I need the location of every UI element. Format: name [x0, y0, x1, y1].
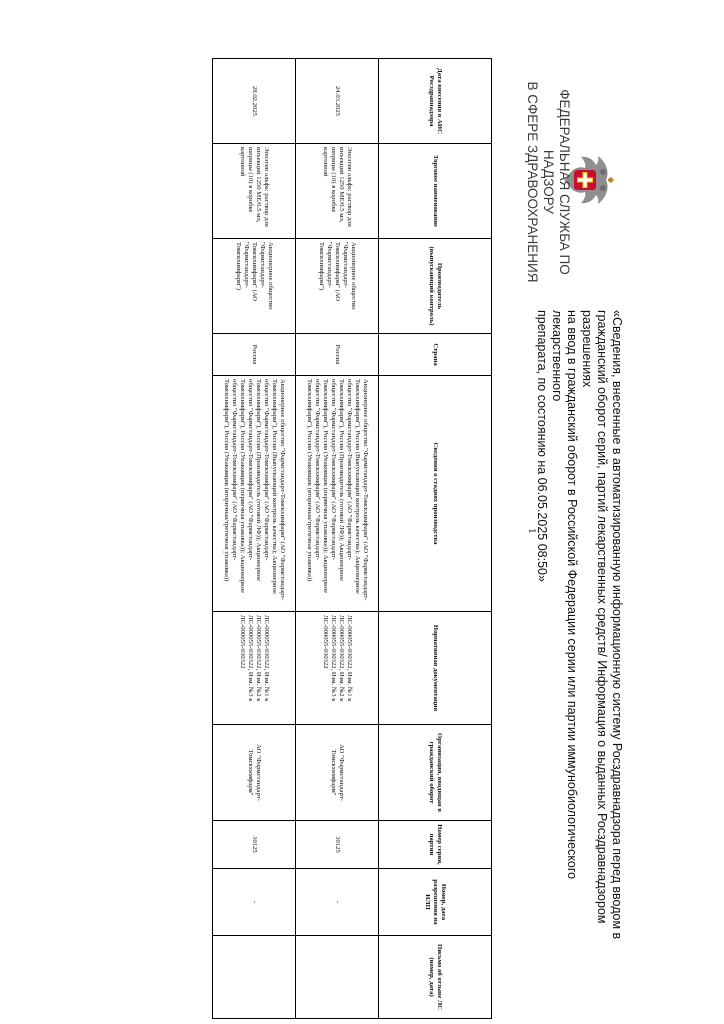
cell-stages: Акционерное общество "Фармстандарт-Томскхимфарм" (АО "Фармстандарт-Томскхимфарм"), Россия (Выпускающий контроль качества); Акционерное общество "Фармстандарт-Томскхимфарм" (АО "Фармстандарт-Томскхимфарм"), Россия (Производитель (готовой ЛФ)); Акционерное общество "Фармстандарт-Томскхимфарм" (АО "Фармстандарт-Томскхимфарм"), Россия (Упаковщик (первичная упаковка)); Акционерное общество "Фармстандарт-Томскхимфарм" (АО "Фармстандарт-Томскхимфарм"), Россия (Упаковщик (вторичная/третичная упаковка)) [213, 376, 296, 612]
batches-table [212, 58, 492, 1019]
header-normative-doc: Нормативная документация [379, 612, 492, 725]
header-permit: Номер, дата разрешения на ИЛП [379, 869, 492, 936]
cell-trade-name: Эпоэтин альфа: раствор для инъекций 1250 МЕ/0.5 мл, шприцы (10) в коробке картонной [296, 144, 379, 239]
cell-recall [296, 936, 379, 1019]
title-line-1: «Сведения, внесенные в автоматизированную информационную систему Росздравнадзора перед вводом в [610, 310, 624, 940]
cell-organization: АО "Фармстандарт-Томскхимфарм" [213, 725, 296, 821]
cell-normative-doc: ЛС-000055-030322, Изм. №1 к ЛС-000055-030322, Изм. №2 к ЛС-000055-030322, Изм. №3 к ЛС-000055-030322 [213, 612, 296, 725]
cell-trade-name: Эпоэтин альфа: раствор для инъекций 1250 МЕ/0.5 мл, шприцы (10) в коробке картонной [213, 144, 296, 239]
cell-permit: - [296, 869, 379, 936]
cell-recall [213, 936, 296, 1019]
cell-permit: - [213, 869, 296, 936]
cell-normative-doc: ЛС-000055-030322, Изм. №1 к ЛС-000055-030322, Изм. №2 к ЛС-000055-030322, Изм. №3 к ЛС-000055-030322 [296, 612, 379, 725]
cell-batch: 30125 [213, 821, 296, 869]
header-batch: Номер серии, партии [379, 821, 492, 869]
header-date: Дата внесения в АИС Росздравнадзора [379, 59, 492, 144]
title-line-4: препарата, по состоянию на 06.05.2025 08:50» [535, 310, 549, 582]
table-row [296, 59, 379, 1019]
cell-manufacturer: Акционерное общество "Фармстандарт-Томскхимфарм" (АО "Фармстандарт-Томскхимфарм") [213, 239, 296, 334]
cell-batch: 30125 [296, 821, 379, 869]
header-stages: Сведения о стадиях производства [379, 376, 492, 612]
header-recall: Письмо об отзыве ЛС (номер, дата) [379, 936, 492, 1019]
cell-date: 28.02.2025 [213, 59, 296, 144]
header-trade-name: Торговое наименование [379, 144, 492, 239]
batches-table-wrapper [212, 58, 492, 1018]
header-manufacturer: Производитель (выпускающий контроль) [379, 239, 492, 334]
cell-country: Россия [296, 334, 379, 376]
cell-manufacturer: Акционерное общество "Фармстандарт-Томскхимфарм" (АО "Фармстандарт-Томскхимфарм") [296, 239, 379, 334]
cell-date: 24.03.2025 [296, 59, 379, 144]
page-number: 1 [526, 528, 538, 534]
cell-country: Россия [213, 334, 296, 376]
cell-stages: Акционерное общество "Фармстандарт-Томскхимфарм" (АО "Фармстандарт-Томскхимфарм"), Россия (Выпускающий контроль качества); Акционерное общество "Фармстандарт-Томскхимфарм" (АО "Фармстандарт-Томскхимфарм"), Россия (Производитель (готовой ЛФ)); Акционерное общество "Фармстандарт-Томскхимфарм" (АО "Фармстандарт-Томскхимфарм"), Россия (Упаковщик (первичная упаковка)); Акционерное общество "Фармстандарт-Томскхимфарм" (АО "Фармстандарт-Томскхимфарм"), Россия (Упаковщик (вторичная/третичная упаковка)) [296, 376, 379, 612]
cell-organization: АО "Фармстандарт-Томскхимфарм" [296, 725, 379, 821]
agency-name-line2: В СФЕРЕ ЗДРАВООХРАНЕНИЯ [525, 81, 540, 283]
header-country: Страна [379, 334, 492, 376]
table-header-row [379, 59, 492, 1019]
header-organization: Организация, вводящая в гражданский оборот [379, 725, 492, 821]
title-line-3: на ввод в гражданский оборот в Российской Федерации серии или партии иммунобиологического лекарственного [550, 310, 579, 880]
document-title [534, 310, 624, 960]
agency-name [524, 62, 572, 302]
agency-name-line1: ФЕДЕРАЛЬНАЯ СЛУЖБА ПО НАДЗОРУ [541, 89, 572, 275]
table-row [213, 59, 296, 1019]
title-line-2: гражданский оборот серий, партий лекарственных средств/ Информация о выданных Росздравнадзором разрешениях [580, 310, 609, 924]
